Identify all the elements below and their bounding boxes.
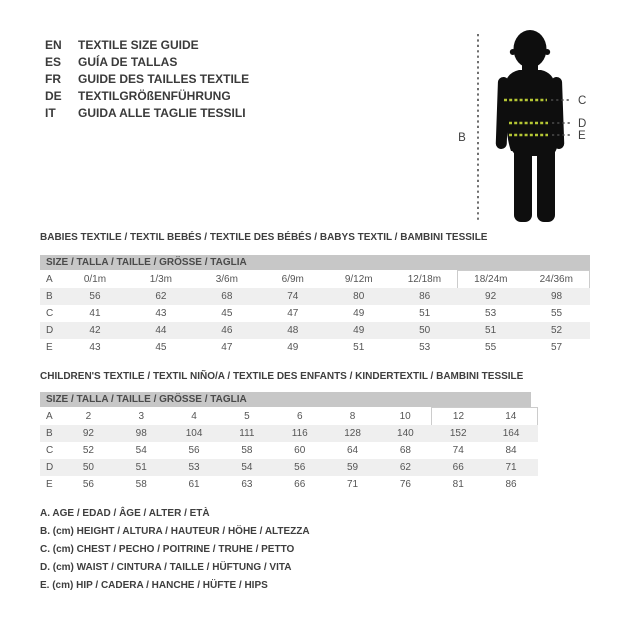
babies-section-title: BABIES TEXTILE / TEXTIL BEBÉS / TEXTILE DES BÉBÉS / BABYS TEXTIL / BAMBINI TESSILE — [40, 232, 488, 243]
child-silhouette — [496, 30, 565, 222]
size-value-cell: 12 — [432, 408, 485, 426]
size-value-cell: 81 — [452, 479, 464, 490]
size-value-cell: 55 — [485, 342, 497, 353]
table-row — [40, 459, 538, 476]
size-value-cell: 52 — [550, 325, 563, 336]
size-value-cell: 80 — [353, 291, 365, 302]
size-value-cell: 9/12m — [344, 273, 373, 285]
size-header-row — [40, 391, 538, 408]
size-value-cell: 60 — [294, 445, 306, 456]
language-code: ES — [45, 55, 62, 69]
size-value-cell: 86 — [505, 479, 517, 490]
guide-title: GUÍA DE TALLAS — [78, 55, 178, 69]
size-value-cell: 47 — [221, 342, 233, 353]
size-value-cell: 48 — [287, 325, 299, 336]
size-value-cell: 61 — [188, 479, 200, 490]
size-value-cell: 59 — [346, 462, 359, 473]
table-row — [40, 425, 538, 442]
legend-line: E. (cm) HIP / CADERA / HANCHE / HÜFTE / HIPS — [40, 580, 268, 591]
row-label: A — [46, 410, 53, 422]
size-value-cell: 18/24m — [458, 271, 524, 289]
size-value-cell: 6 — [296, 410, 303, 422]
size-value-cell: 57 — [550, 342, 563, 353]
size-value-cell: 111 — [239, 428, 255, 439]
size-value-cell: 92 — [82, 428, 94, 439]
guide-title: TEXTILE SIZE GUIDE — [78, 38, 199, 52]
size-value-cell: 68 — [221, 291, 233, 302]
language-row — [45, 71, 249, 88]
size-value-cell: 55 — [550, 308, 563, 319]
guide-title: GUIDE DES TAILLES TEXTILE — [78, 72, 250, 86]
size-value-cell: 51 — [419, 308, 431, 319]
chest-label: C — [578, 95, 587, 107]
size-value-cell: 74 — [452, 445, 464, 456]
size-value-cell: 45 — [221, 308, 233, 319]
size-value-cell: 140 — [397, 428, 414, 439]
size-value-cell: 50 — [82, 462, 94, 473]
table-row — [40, 271, 590, 289]
size-value-cell: 92 — [485, 291, 497, 302]
language-row — [45, 54, 249, 71]
legend-line: D. (cm) WAIST / CINTURA / TAILLE / HÜFTUNG / VITA — [40, 562, 292, 573]
language-row — [45, 105, 249, 122]
size-value-cell: 2 — [85, 410, 92, 422]
size-value-cell: 47 — [287, 308, 299, 319]
size-value-cell: 44 — [155, 325, 167, 336]
language-code: IT — [45, 106, 56, 120]
legend-line: B. (cm) HEIGHT / ALTURA / HAUTEUR / HÖHE / ALTEZZA — [40, 526, 310, 537]
size-value-cell: 98 — [135, 428, 147, 439]
size-value-cell: 62 — [155, 291, 167, 302]
table-row — [40, 288, 590, 305]
size-value-cell: 10 — [399, 410, 411, 422]
row-label: B — [46, 291, 53, 302]
size-value-cell: 46 — [221, 325, 233, 336]
size-value-cell: 56 — [188, 445, 200, 456]
language-row — [45, 37, 249, 54]
size-value-cell: 8 — [349, 410, 356, 422]
row-label: C — [46, 308, 54, 319]
size-value-cell: 116 — [291, 428, 308, 439]
size-value-cell: 128 — [344, 428, 361, 439]
language-list — [45, 37, 249, 122]
size-value-cell: 66 — [452, 462, 464, 473]
table-row — [40, 322, 590, 339]
size-value-cell: 53 — [485, 308, 497, 319]
size-value-cell: 164 — [502, 428, 520, 439]
size-value-cell: 86 — [419, 291, 431, 302]
size-value-cell: 76 — [399, 479, 411, 490]
legend-line: A. AGE / EDAD / ÂGE / ALTER / ETÀ — [40, 508, 210, 519]
size-value-cell: 54 — [135, 445, 147, 456]
size-value-cell: 53 — [419, 342, 431, 353]
size-value-cell: 43 — [155, 308, 167, 319]
size-value-cell: 0/1m — [83, 273, 107, 285]
size-value-cell: 56 — [89, 291, 101, 302]
size-value-cell: 58 — [241, 445, 253, 456]
size-header-row — [40, 254, 590, 271]
size-value-cell: 24/36m — [524, 271, 590, 289]
table-row — [40, 442, 538, 459]
guide-title: GUIDA ALLE TAGLIE TESSILI — [78, 106, 246, 120]
row-label: D — [46, 325, 54, 336]
row-label: E — [46, 342, 53, 353]
size-value-cell: 104 — [185, 428, 203, 439]
language-code: FR — [45, 72, 61, 86]
child-silhouette-figure — [440, 10, 620, 230]
size-value-cell: 12/18m — [407, 273, 442, 285]
size-value-cell: 56 — [82, 479, 94, 490]
row-label: A — [46, 273, 53, 285]
size-value-cell: 84 — [505, 445, 517, 456]
children-size-table — [40, 391, 538, 493]
height-label: B — [458, 132, 466, 144]
size-value-cell: 5 — [244, 410, 250, 422]
hip-label: E — [578, 130, 586, 142]
size-value-cell: 3 — [138, 410, 145, 422]
legend-line: C. (cm) CHEST / PECHO / POITRINE / TRUHE / PETTO — [40, 544, 295, 555]
table-row — [40, 476, 538, 493]
size-value-cell: 63 — [241, 479, 253, 490]
size-value-cell: 74 — [287, 291, 299, 302]
size-value-cell: 49 — [353, 325, 365, 336]
size-value-cell: 52 — [82, 445, 94, 456]
row-label: E — [46, 479, 53, 490]
size-value-cell: 68 — [399, 445, 411, 456]
table-row — [40, 408, 538, 426]
size-value-cell: 152 — [449, 428, 467, 439]
size-value-cell: 50 — [419, 325, 431, 336]
size-value-cell: 71 — [346, 479, 359, 490]
size-value-cell: 66 — [294, 479, 306, 490]
size-value-cell: 1/3m — [149, 273, 173, 285]
row-label: D — [46, 462, 54, 473]
row-label: C — [46, 445, 54, 456]
size-value-cell: 64 — [346, 445, 359, 456]
size-value-cell: 51 — [135, 462, 147, 473]
language-code: EN — [45, 38, 62, 52]
size-value-cell: 53 — [188, 462, 200, 473]
size-value-cell: 49 — [287, 342, 299, 353]
language-code: DE — [45, 89, 62, 103]
row-label: B — [46, 428, 53, 439]
waist-label: D — [578, 118, 587, 130]
children-section-title: CHILDREN'S TEXTILE / TEXTIL NIÑO/A / TEXTILE DES ENFANTS / KINDERTEXTIL / BAMBINI TESSILE — [40, 371, 524, 382]
table-row — [40, 305, 590, 322]
size-value-cell: 3/6m — [215, 273, 238, 285]
language-row — [45, 88, 249, 105]
size-value-cell: 14 — [485, 408, 538, 426]
size-value-cell: 51 — [485, 325, 497, 336]
guide-title: TEXTILGRÖßENFÜHRUNG — [78, 89, 231, 103]
size-value-cell: 6/9m — [281, 273, 304, 285]
size-value-cell: 42 — [89, 325, 101, 336]
size-value-cell: 45 — [155, 342, 167, 353]
size-value-cell: 62 — [399, 462, 411, 473]
size-value-cell: 43 — [89, 342, 101, 353]
size-value-cell: 49 — [353, 308, 365, 319]
size-value-cell: 56 — [294, 462, 306, 473]
size-value-cell: 58 — [135, 479, 147, 490]
size-value-cell: 4 — [191, 410, 197, 422]
size-value-cell: 41 — [89, 308, 101, 319]
size-value-cell: 71 — [505, 462, 517, 473]
size-value-cell: 54 — [241, 462, 253, 473]
table-row — [40, 339, 590, 356]
size-value-cell: 98 — [550, 291, 563, 302]
size-header-bar: SIZE / TALLA / TAILLE / GRÖSSE / TAGLIA — [40, 392, 531, 407]
size-value-cell: 51 — [353, 342, 365, 353]
size-header-bar: SIZE / TALLA / TAILLE / GRÖSSE / TAGLIA — [40, 255, 590, 270]
babies-size-table — [40, 254, 590, 356]
measurement-legend — [40, 505, 310, 595]
